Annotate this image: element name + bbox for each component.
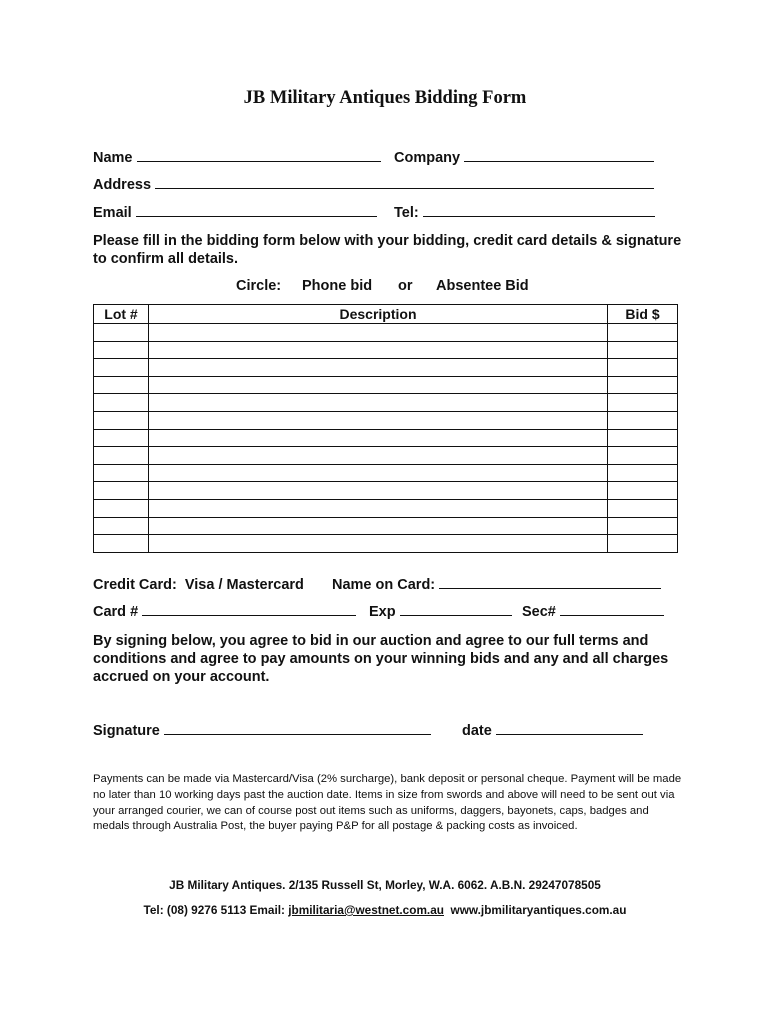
table-row: [94, 429, 678, 447]
description-cell[interactable]: [149, 341, 608, 359]
description-cell[interactable]: [149, 359, 608, 377]
address-field[interactable]: [155, 187, 654, 189]
description-header: Description: [149, 305, 608, 324]
tel-field[interactable]: [423, 215, 655, 217]
name-row: [93, 150, 381, 166]
date-label: date: [462, 723, 492, 739]
footer-contact: [0, 903, 770, 917]
lot-cell[interactable]: [94, 359, 149, 377]
credit-card-row: [93, 577, 304, 593]
tel-label: Tel:: [394, 205, 419, 221]
card-number-label: Card #: [93, 604, 139, 620]
table-row: [94, 394, 678, 412]
footer-website-link[interactable]: www.jbmilitaryantiques.com.au: [450, 903, 627, 917]
company-row: [394, 150, 654, 166]
exp-label: Exp: [369, 604, 396, 620]
lot-cell[interactable]: [94, 411, 149, 429]
lot-cell[interactable]: [94, 464, 149, 482]
credit-card-label: Credit Card:: [93, 577, 177, 593]
bid-cell[interactable]: [608, 411, 678, 429]
bid-cell[interactable]: [608, 464, 678, 482]
bid-cell[interactable]: [608, 447, 678, 465]
description-cell[interactable]: [149, 376, 608, 394]
agreement-text: By signing below, you agree to bid in our auction and agree to our full terms and conditions and agree to pay amounts on your winning bids and any and all charges accrued on your account.: [93, 633, 669, 685]
table-row: [94, 482, 678, 500]
bid-cell[interactable]: [608, 499, 678, 517]
email-label: Email: [93, 205, 132, 221]
lot-cell[interactable]: [94, 429, 149, 447]
table-row: [94, 499, 678, 517]
lot-cell[interactable]: [94, 447, 149, 465]
card-number-field[interactable]: [142, 614, 356, 616]
table-row: [94, 376, 678, 394]
bid-cell[interactable]: [608, 394, 678, 412]
date-field[interactable]: [496, 733, 643, 735]
signature-row: [93, 723, 431, 739]
absentee-bid-option[interactable]: Absentee Bid: [436, 278, 529, 294]
bid-table-body: [94, 324, 678, 553]
address-row: [93, 177, 654, 193]
signature-field[interactable]: [164, 733, 431, 735]
bid-cell[interactable]: [608, 517, 678, 535]
table-row: [94, 341, 678, 359]
table-row: [94, 464, 678, 482]
lot-cell[interactable]: [94, 535, 149, 553]
bid-cell[interactable]: [608, 376, 678, 394]
company-field[interactable]: [464, 160, 654, 162]
name-on-card-field[interactable]: [439, 587, 661, 589]
payment-note: Payments can be made via Mastercard/Visa (2% surcharge), bank deposit or personal cheque. Payment will be made no later than 10 working days past the auction date. Items in size from swords and above will need to be sent out via your arranged courier, we can of course post out items such as uniforms, daggers, bayonets, caps, badges and medals through Australia Post, the buyer paying P&P for all postage & packing costs as invoiced.: [93, 773, 682, 833]
description-cell[interactable]: [149, 411, 608, 429]
table-row: [94, 411, 678, 429]
lot-cell[interactable]: [94, 376, 149, 394]
description-cell[interactable]: [149, 499, 608, 517]
table-row: [94, 517, 678, 535]
address-label: Address: [93, 177, 152, 193]
lot-header: Lot #: [94, 305, 149, 324]
signature-label: Signature: [93, 723, 160, 739]
date-row: [462, 723, 643, 739]
description-cell[interactable]: [149, 324, 608, 342]
email-row: [93, 205, 377, 221]
email-field[interactable]: [136, 215, 377, 217]
description-cell[interactable]: [149, 535, 608, 553]
exp-row: [369, 604, 512, 620]
lot-cell[interactable]: [94, 324, 149, 342]
description-cell[interactable]: [149, 482, 608, 500]
card-number-row: [93, 604, 356, 620]
phone-bid-option[interactable]: Phone bid: [302, 278, 373, 294]
description-cell[interactable]: [149, 517, 608, 535]
table-row: [94, 324, 678, 342]
bid-table: [93, 304, 678, 553]
lot-cell[interactable]: [94, 482, 149, 500]
bid-cell[interactable]: [608, 482, 678, 500]
description-cell[interactable]: [149, 447, 608, 465]
circle-label: Circle:: [236, 278, 282, 294]
lot-cell[interactable]: [94, 499, 149, 517]
name-label: Name: [93, 150, 133, 166]
table-row: [94, 535, 678, 553]
bid-cell[interactable]: [608, 359, 678, 377]
footer-contact-prefix: Tel: (08) 9276 5113 Email:: [143, 903, 285, 917]
table-row: [94, 359, 678, 377]
sec-row: [522, 604, 664, 620]
name-field[interactable]: [137, 160, 381, 162]
tel-row: [394, 205, 655, 221]
company-label: Company: [394, 150, 461, 166]
footer-email-link[interactable]: jbmilitaria@westnet.com.au: [288, 903, 444, 917]
lot-cell[interactable]: [94, 517, 149, 535]
bid-cell[interactable]: [608, 429, 678, 447]
footer-address: JB Military Antiques. 2/135 Russell St, Morley, W.A. 6062. A.B.N. 29247078505: [169, 878, 601, 892]
bid-table-header: [94, 305, 678, 324]
lot-cell[interactable]: [94, 394, 149, 412]
or-label: or: [398, 278, 413, 294]
bid-cell[interactable]: [608, 324, 678, 342]
instructions-text: Please fill in the bidding form below with your bidding, credit card details & signature to confirm all details.: [93, 233, 682, 267]
form-title: JB Military Antiques Bidding Form: [243, 88, 527, 108]
lot-cell[interactable]: [94, 341, 149, 359]
table-row: [94, 447, 678, 465]
bid-header: Bid $: [608, 305, 678, 324]
name-on-card-label: Name on Card:: [332, 577, 436, 593]
description-cell[interactable]: [149, 429, 608, 447]
name-on-card-row: [332, 577, 661, 593]
card-types: Visa / Mastercard: [184, 577, 304, 593]
sec-label: Sec#: [522, 604, 556, 620]
sec-field[interactable]: [560, 614, 664, 616]
description-cell[interactable]: [149, 464, 608, 482]
bid-cell[interactable]: [608, 341, 678, 359]
exp-field[interactable]: [400, 614, 512, 616]
description-cell[interactable]: [149, 394, 608, 412]
bid-cell[interactable]: [608, 535, 678, 553]
